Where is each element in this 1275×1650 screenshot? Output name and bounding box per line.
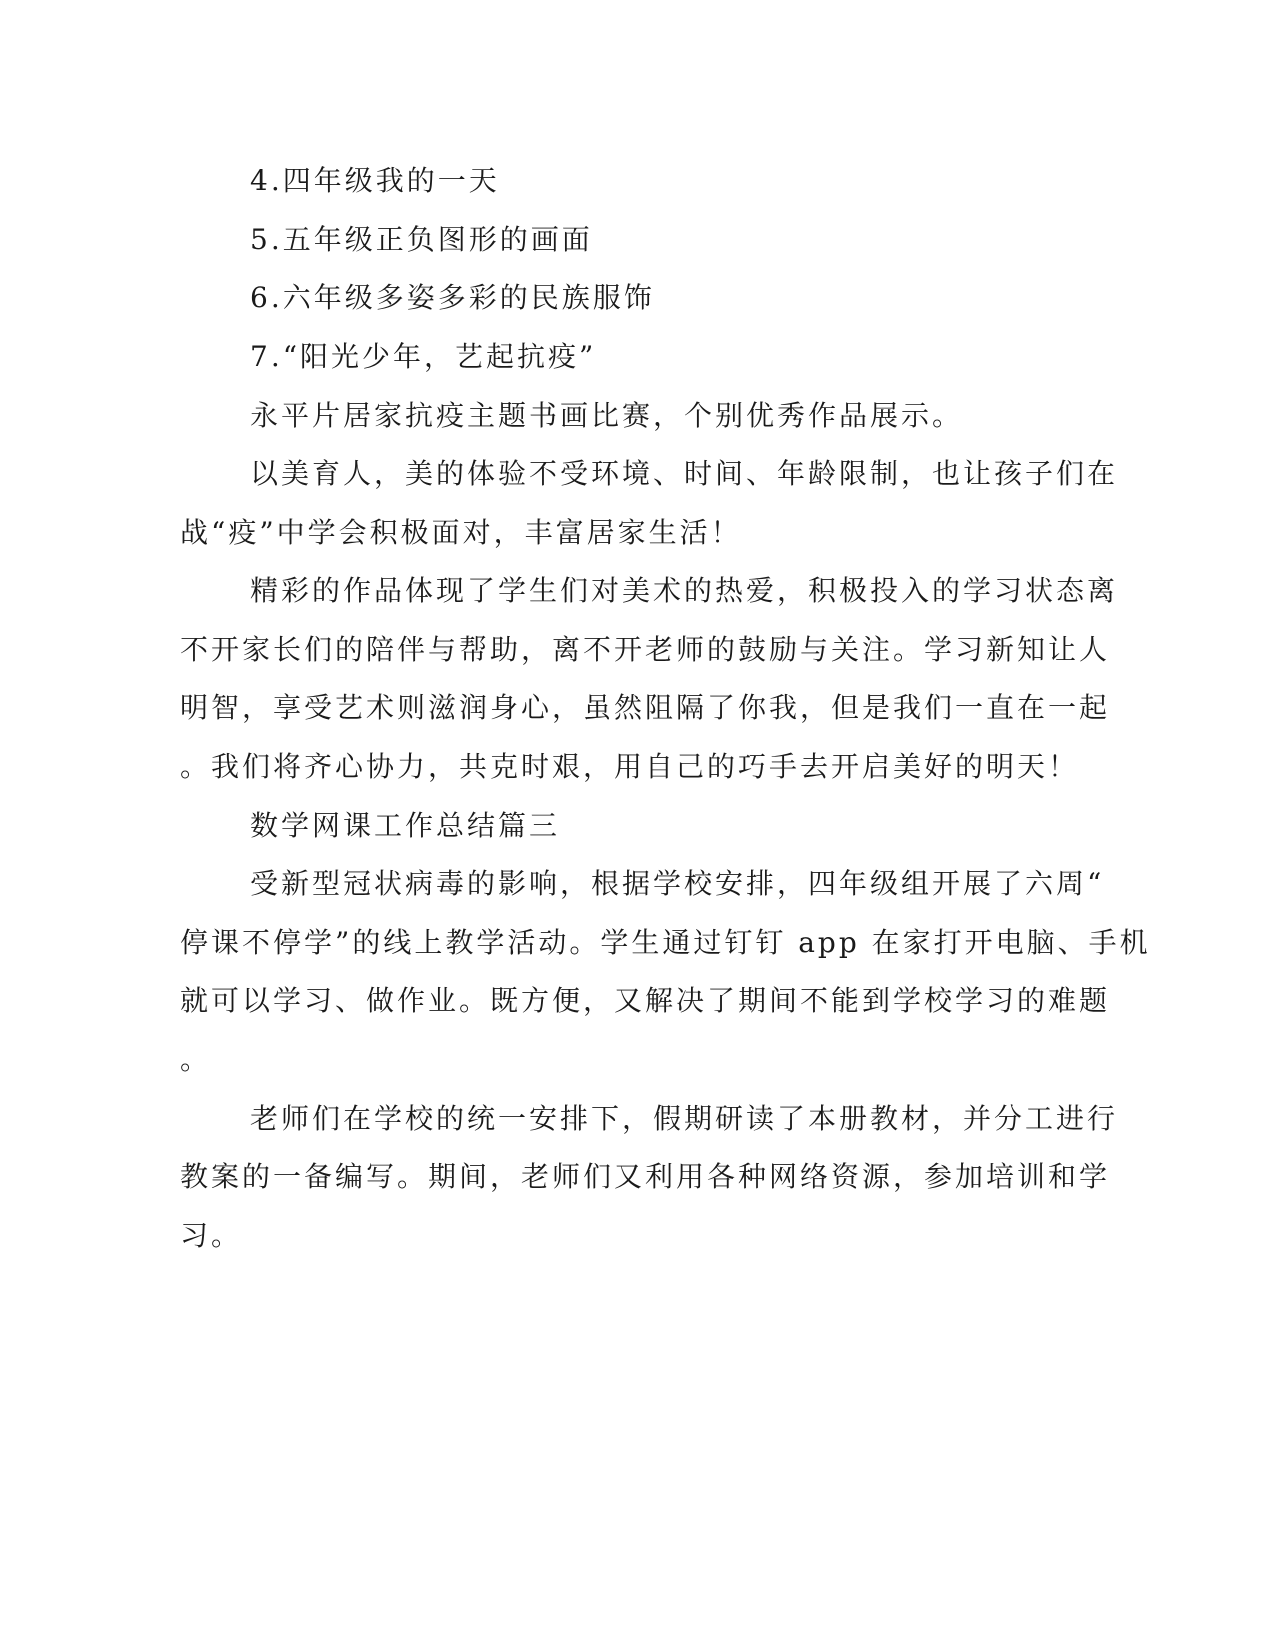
paragraph-line: 就可以学习、做作业。既方便，又解决了期间不能到学校学习的难题 <box>180 984 1111 1017</box>
section-heading: 数学网课工作总结篇三 <box>250 809 561 842</box>
paragraph-line: 习。 <box>180 1219 243 1252</box>
paragraph-line: 停课不停学”的线上教学活动。学生通过钉钉 app 在家打开电脑、手机 <box>180 926 1151 959</box>
paragraph-line: 精彩的作品体现了学生们对美术的热爱，积极投入的学习状态离 <box>250 574 1119 607</box>
list-item: 5.五年级正负图形的画面 <box>250 223 593 256</box>
paragraph-line: 明智，享受艺术则滋润身心，虽然阻隔了你我，但是我们一直在一起 <box>180 691 1111 724</box>
paragraph-line: 以美育人，美的体验不受环境、时间、年龄限制，也让孩子们在 <box>250 457 1119 490</box>
paragraph-line: 教案的一备编写。期间，老师们又利用各种网络资源，参加培训和学 <box>180 1160 1111 1193</box>
paragraph-line: 不开家长们的陪伴与帮助，离不开老师的鼓励与关注。学习新知让人 <box>180 633 1111 666</box>
list-item: 4.四年级我的一天 <box>250 164 500 197</box>
paragraph-line: 战“疫”中学会积极面对，丰富居家生活！ <box>180 516 742 549</box>
paragraph-line: 受新型冠状病毒的影响，根据学校安排，四年级组开展了六周“ <box>250 867 1105 900</box>
paragraph-line: 老师们在学校的统一安排下，假期研读了本册教材，并分工进行 <box>250 1102 1119 1135</box>
list-item: 7.“阳光少年，艺起抗疫” <box>250 340 597 373</box>
paragraph-line: 。我们将齐心协力，共克时艰，用自己的巧手去开启美好的明天！ <box>180 750 1080 783</box>
list-item: 6.六年级多姿多彩的民族服饰 <box>250 281 655 314</box>
paragraph-line: 。 <box>180 1043 212 1076</box>
caption-line: 永平片居家抗疫主题书画比赛，个别优秀作品展示。 <box>250 399 964 432</box>
